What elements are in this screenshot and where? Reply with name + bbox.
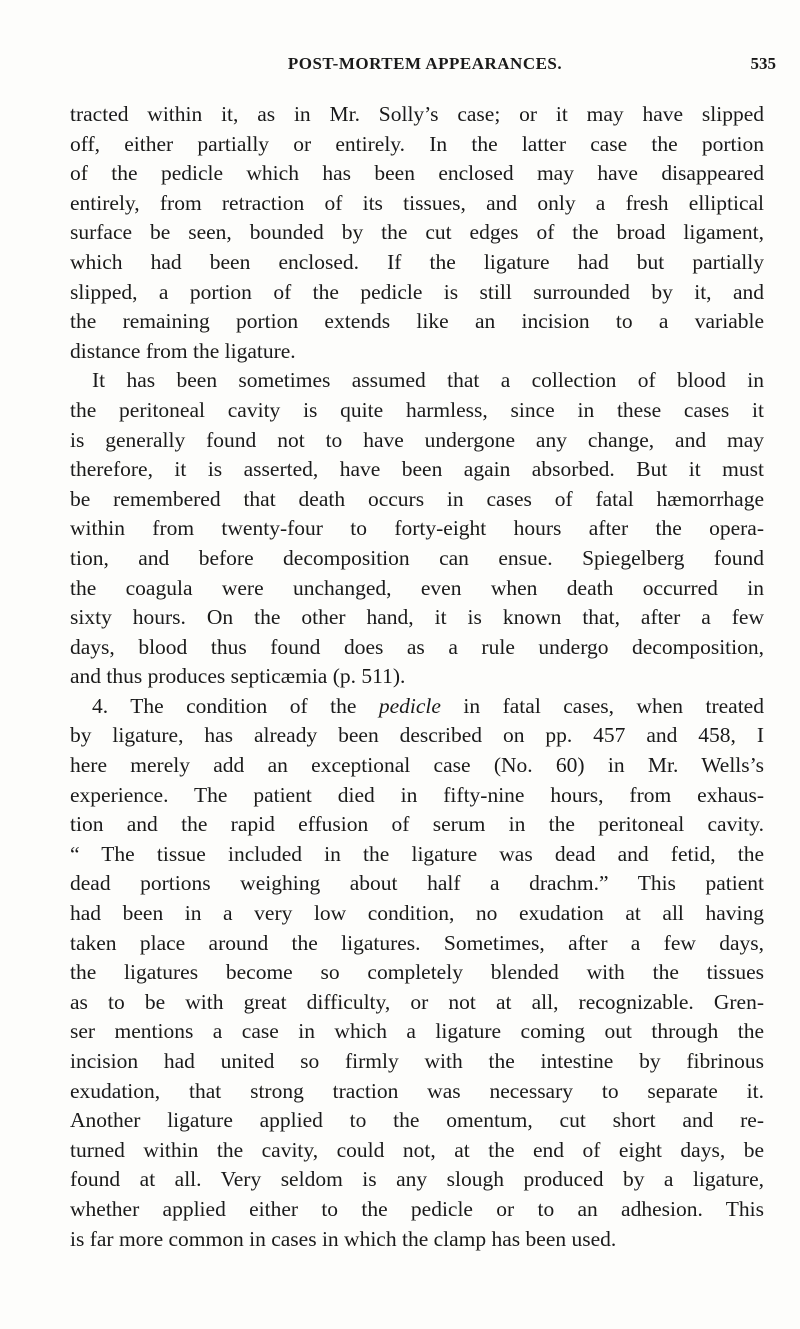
- text-line: “ The tissue included in the ligature was dead and fetid, the: [70, 841, 764, 866]
- text-line: slipped, a portion of the pedicle is still surrounded by it, and: [70, 279, 764, 304]
- italic-term: pedicle: [378, 693, 441, 718]
- text-line: the coagula were unchanged, even when death occurred in: [70, 575, 764, 600]
- text-line: taken place around the ligatures. Sometimes, after a few days,: [70, 930, 764, 955]
- text-line: turned within the cavity, could not, at the end of eight days, be: [70, 1137, 764, 1162]
- text-line: exudation, that strong traction was necessary to separate it.: [70, 1078, 764, 1103]
- text-line: had been in a very low condition, no exudation at all having: [70, 901, 764, 926]
- text-line: as to be with great difficulty, or not at all, recognizable. Gren-: [70, 989, 764, 1014]
- body-text: [70, 100, 764, 1254]
- text-line: tion and the rapid effusion of serum in the peritoneal cavity.: [70, 812, 764, 837]
- text-line: Another ligature applied to the omentum, cut short and re-: [70, 1108, 764, 1133]
- text-line: entirely, from retraction of its tissues, and only a fresh elliptical: [70, 190, 764, 215]
- text-segment: in fatal cases, when treated: [440, 693, 764, 718]
- text-line: and thus produces septicæmia (p. 511).: [70, 664, 406, 689]
- page-number: 535: [750, 54, 776, 73]
- text-line: within from twenty-four to forty-eight hours after the opera-: [70, 516, 764, 541]
- text-line: days, blood thus found does as a rule undergo decomposition,: [70, 634, 764, 659]
- text-segment: 4. The condition of the: [92, 693, 379, 718]
- text-line: sixty hours. On the other hand, it is known that, after a few: [70, 605, 764, 630]
- text-line: which had been enclosed. If the ligature had but partially: [70, 249, 764, 274]
- text-line: is generally found not to have undergone any change, and may: [70, 427, 764, 452]
- text-line: of the pedicle which has been enclosed may have disappeared: [70, 161, 764, 186]
- text-line: be remembered that death occurs in cases of fatal hæmorrhage: [70, 486, 764, 511]
- paragraph-start-line: [70, 692, 764, 722]
- text-line: distance from the ligature.: [70, 338, 296, 363]
- paragraph-start-line: It has been sometimes assumed that a collection of blood in: [92, 368, 764, 393]
- text-line: found at all. Very seldom is any slough produced by a ligature,: [70, 1167, 764, 1192]
- running-head: POST-MORTEM APPEARANCES.: [287, 54, 563, 73]
- text-line: the ligatures become so completely blended with the tissues: [70, 960, 764, 985]
- text-line: here merely add an exceptional case (No. 60) in Mr. Wells’s: [70, 753, 764, 778]
- text-line: dead portions weighing about half a drachm.” This patient: [70, 871, 764, 896]
- text-line: tracted within it, as in Mr. Solly’s case; or it may have slipped: [70, 102, 764, 126]
- text-line: incision had united so firmly with the intestine by fibrinous: [70, 1049, 764, 1073]
- text-line: whether applied either to the pedicle or to an adhesion. This: [70, 1196, 764, 1221]
- text-line: experience. The patient died in fifty-nine hours, from exhaus-: [70, 782, 764, 807]
- text-line: the remaining portion extends like an incision to a variable: [70, 309, 764, 334]
- text-line: surface be seen, bounded by the cut edges of the broad ligament,: [70, 220, 764, 245]
- text-line: the peritoneal cavity is quite harmless, since in these cases it: [70, 397, 764, 422]
- text-line: is far more common in cases in which the clamp has been used.: [70, 1226, 617, 1251]
- text-line: by ligature, has already been described on pp. 457 and 458, I: [70, 723, 764, 748]
- page-header: [70, 54, 780, 84]
- text-line: off, either partially or entirely. In the latter case the portion: [70, 131, 764, 156]
- text-line: therefore, it is asserted, have been again absorbed. But it must: [70, 457, 764, 482]
- text-line: tion, and before decomposition can ensue. Spiegelberg found: [70, 545, 764, 570]
- text-line: ser mentions a case in which a ligature coming out through the: [70, 1019, 764, 1044]
